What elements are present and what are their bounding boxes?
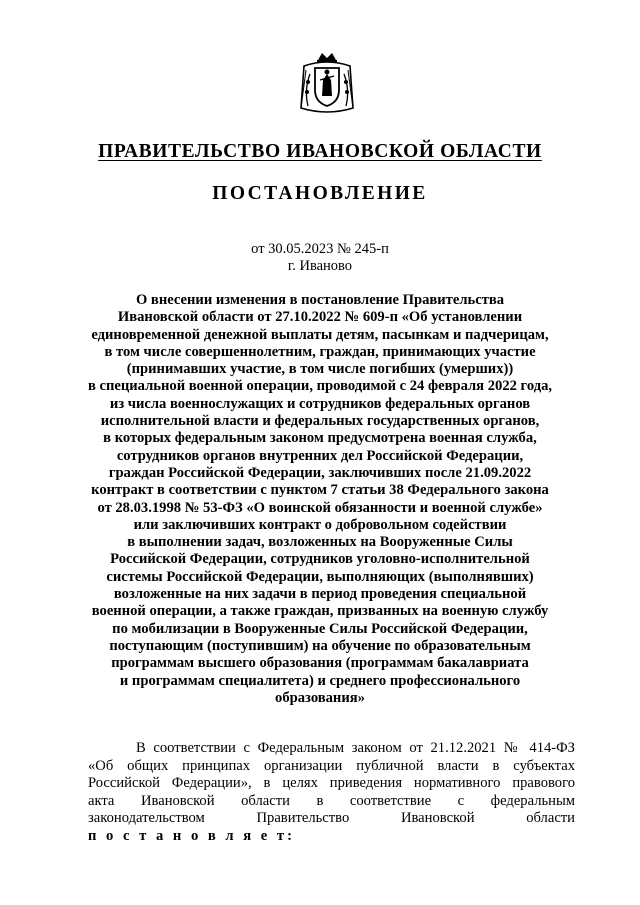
city: г. Иваново: [287, 258, 353, 274]
subject-line: в специальной военной операции, проводимой с 24 февраля 2022 года,: [87, 378, 553, 395]
subject-line: системы Российской Федерации, выполняющих (выполнявших): [106, 568, 534, 585]
document-type: ПОСТАНОВЛЕНИЕ: [212, 183, 428, 204]
subject-line: от 28.03.1998 № 53-ФЗ «О воинской обязанности и военной службе»: [97, 499, 543, 516]
subject-line: и программам специалитета) и среднего профессионального: [119, 672, 521, 689]
preamble-paragraph: [88, 740, 575, 846]
subject-line: единовременной денежной выплаты детям, пасынкам и падчерицам,: [91, 326, 549, 343]
subject-line: исполнительной власти и федеральных государственных органов,: [100, 413, 540, 430]
subject-line: в том числе совершеннолетним, граждан, принимающих участие: [104, 343, 536, 360]
decree-word: п о с т а н о в л я е т:: [88, 827, 295, 844]
subject-line: военной операции, а также граждан, призванных на военную службу: [91, 603, 549, 620]
subject-line: возложенные на них задачи в период проведения специальной: [113, 586, 527, 603]
subject-line: Российской Федерации, сотрудников уголовно-исполнительной: [110, 551, 530, 568]
subject-line: поступающим (поступившим) на обучение по образовательным: [109, 637, 531, 654]
subject-line: образования»: [275, 689, 365, 706]
subject-line: сотрудников органов внутренних дел Российской Федерации,: [116, 447, 524, 464]
document-subject: [60, 292, 580, 707]
subject-line: Ивановской области от 27.10.2022 № 609-п «Об установлении: [117, 309, 523, 326]
subject-line: в которых федеральным законом предусмотрена военная служба,: [103, 430, 537, 447]
subject-line: О внесении изменения в постановление Правительства: [135, 292, 505, 308]
subject-line: контракт в соответствии с пунктом 7 статьи 38 Федерального закона: [91, 482, 549, 499]
date-number: от 30.05.2023 № 245-п: [251, 241, 389, 257]
coat-of-arms-icon: [298, 50, 356, 116]
government-title: ПРАВИТЕЛЬСТВО ИВАНОВСКОЙ ОБЛАСТИ: [98, 141, 542, 162]
preamble-line: акта Ивановской области в соответствие с федеральным: [88, 792, 575, 809]
subject-line: из числа военнослужащих и сотрудников федеральных органов: [109, 395, 531, 412]
preamble-line: «Об общих принципах организации публичной власти в субъектах: [88, 757, 575, 774]
preamble-line: законодательством Правительство Ивановской области: [88, 810, 575, 827]
subject-line: граждан Российской Федерации, заключивших после 21.09.2022: [108, 464, 532, 481]
subject-line: программам высшего образования (программам бакалавриата: [111, 655, 529, 672]
preamble-line: Российской Федерации», в целях приведения нормативного правового: [88, 775, 575, 792]
preamble-line: В соответствии с Федеральным законом от 21.12.2021 № 414-ФЗ: [136, 740, 575, 756]
subject-line: по мобилизации в Вооруженные Силы Российской Федерации,: [112, 620, 528, 637]
subject-line: или заключивших контракт о добровольном содействии: [133, 516, 507, 533]
subject-line: (принимавших участие, в том числе погибших (умерших)): [126, 361, 514, 378]
subject-line: в выполнении задач, возложенных на Вооруженные Силы: [127, 534, 513, 551]
